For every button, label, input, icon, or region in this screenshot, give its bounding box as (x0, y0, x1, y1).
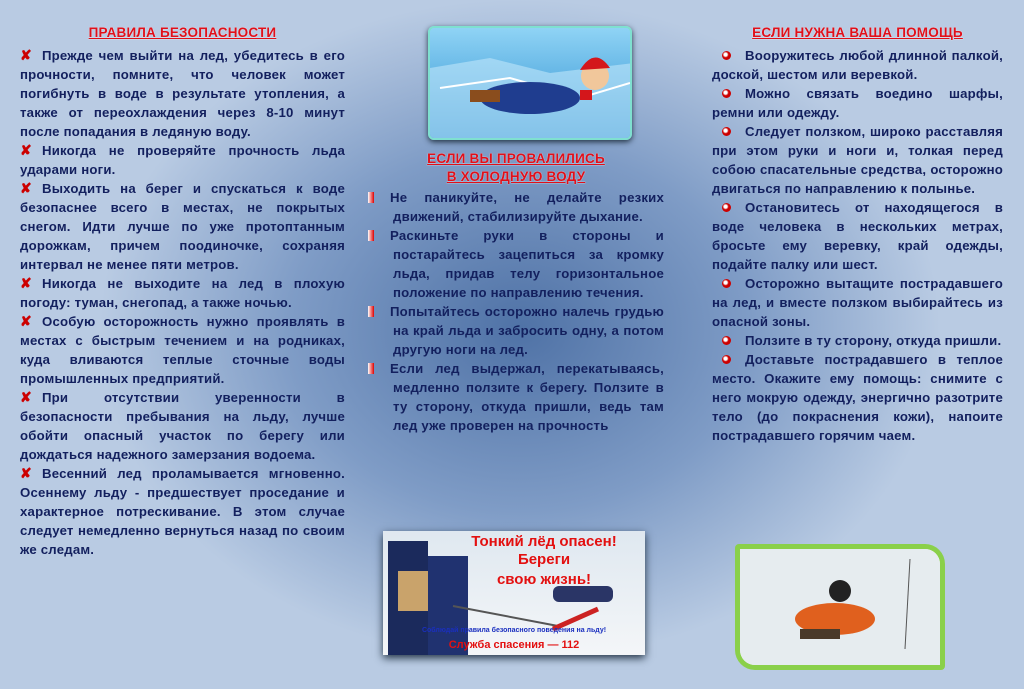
round-bullet-icon (722, 89, 731, 98)
square-bullet-icon (368, 363, 374, 374)
list-item-text: Особую осторожность нужно проявлять в местах с быстрым течением и на родниках, куда вливаются теплые сточные воды промышленных предприятий. (20, 314, 345, 386)
cross-bullet-icon: ✘ (20, 313, 32, 329)
list-item (712, 84, 1003, 122)
square-bullet-icon (368, 192, 374, 203)
list-item-text: Осторожно вытащите пострадавшего на лед, и вместе ползком выбирайтесь из опасной зоны. (712, 276, 1003, 329)
cross-bullet-icon: ✘ (20, 465, 32, 481)
cross-bullet-icon: ✘ (20, 47, 32, 63)
square-bullet-icon (368, 306, 374, 317)
list-item (20, 46, 345, 141)
square-bullet-icon (368, 230, 374, 241)
person-on-ice-photo (740, 549, 940, 665)
list-item (20, 141, 345, 179)
list-item-text: Можно связать воедино шарфы, ремни или одежду. (712, 86, 1003, 120)
list-item-text: Никогда не выходите на лед в плохую погоду: туман, снегопад, а также ночью. (20, 276, 345, 310)
poster-line3: свою жизнь! (496, 571, 592, 588)
list-item (368, 226, 664, 302)
round-bullet-icon (722, 127, 731, 136)
round-bullet-icon (722, 51, 731, 60)
cross-bullet-icon: ✘ (20, 275, 32, 291)
poster-headline: Тонкий лёд опасен! (471, 533, 617, 550)
list-item-text: Прежде чем выйти на лед, убедитесь в его прочности, помните, что человек может погибнуть в воде в результате утопления, а также от переохлаждения через 8-10 минут после попадания в ледяную воду. (20, 48, 345, 139)
fell-through-ice-column (368, 150, 664, 435)
poster-rules-note: Соблюдай правила безопасного поведения на льду! (421, 627, 607, 634)
list-item (20, 388, 345, 464)
list-item-text: Следует ползком, широко расставляя при этом руки и ноги и, толкая перед собою спасательные средства, осторожно двигаться по направлению к полынье. (712, 124, 1003, 196)
illustration-person-on-ice (428, 26, 632, 140)
list-item (712, 331, 1003, 350)
list-item-text: Ползите в ту сторону, откуда пришли. (745, 333, 1002, 348)
list-item (20, 179, 345, 274)
help-column (712, 24, 1003, 445)
cross-bullet-icon: ✘ (20, 142, 32, 158)
ice-crawl-illustration (430, 28, 632, 140)
list-item-text: Не паникуйте, не делайте резких движений, стабилизируйте дыхание. (390, 190, 664, 224)
list-item (368, 359, 664, 435)
list-item-text: Остановитесь от находящегося в воде человека в нескольких метрах, бросьте ему веревку, край одежды, подайте палку или шест. (712, 200, 1003, 272)
list-item-text: Попытайтесь осторожно налечь грудью на край льда и забросить одну, а потом другую ноги на лед. (390, 304, 664, 357)
list-item-text: Если лед выдержал, перекатываясь, медленно ползите к берегу. Ползите в ту сторону, откуда пришли, ведь там лед уже проверен на прочность (390, 361, 664, 433)
safety-rules-title: ПРАВИЛА БЕЗОПАСНОСТИ (88, 25, 277, 40)
round-bullet-icon (722, 279, 731, 288)
list-item (712, 350, 1003, 445)
round-bullet-icon (722, 203, 731, 212)
list-item (712, 274, 1003, 331)
list-item-text: Доставьте пострадавшего в теплое место. Окажите ему помощь: снимите с него мокрую одежду, энергично разотрите тело (до покраснения кожи), напоите пострадавшего горячим чаем. (712, 352, 1003, 443)
list-item (20, 464, 345, 559)
fell-through-title: ЕСЛИ ВЫ ПРОВАЛИЛИСЬ В ХОЛОДНУЮ ВОДУ (427, 151, 605, 184)
cross-bullet-icon: ✘ (20, 389, 32, 405)
safety-rules-column (20, 24, 345, 559)
list-item (712, 122, 1003, 198)
list-item-text: При отсутствии уверенности в безопасности пребывания на льду, лучше обойти опасный участок по берегу или дождаться надежного замерзания водоема. (20, 390, 345, 462)
cross-bullet-icon: ✘ (20, 180, 32, 196)
list-item-text: Вооружитесь любой длинной палкой, доской, шестом или веревкой. (712, 48, 1003, 82)
help-title: ЕСЛИ НУЖНА ВАША ПОМОЩЬ (752, 25, 963, 40)
list-item (20, 274, 345, 312)
list-item-text: Раскиньте руки в стороны и постарайтесь зацепиться за кромку льда, придав телу горизонтальное положение по направлению течения. (390, 228, 664, 300)
poster-line2: Береги (517, 551, 571, 568)
list-item (20, 312, 345, 388)
thin-ice-poster (383, 531, 645, 655)
list-item-text: Никогда не проверяйте прочность льда ударами ноги. (20, 143, 345, 177)
list-item-text: Весенний лед проламывается мгновенно. Осеннему льду - предшествует проседание и характерное потрескивание. В этом случае следует немедленно вернуться назад по своим же следам. (20, 466, 345, 557)
list-item (712, 46, 1003, 84)
list-item (368, 188, 664, 226)
photo-ice-rescue (735, 544, 945, 670)
poster-hotline: Служба спасения — 112 (448, 639, 580, 651)
list-item (712, 198, 1003, 274)
round-bullet-icon (722, 336, 731, 345)
list-item (368, 302, 664, 359)
round-bullet-icon (722, 355, 731, 364)
list-item-text: Выходить на берег и спускаться к воде безопаснее всего в местах, не покрытых снегом. Идти лучше по уже протоптанным дорожкам, причем поодиночке, сохраняя интервал не менее пяти метров. (20, 181, 345, 272)
